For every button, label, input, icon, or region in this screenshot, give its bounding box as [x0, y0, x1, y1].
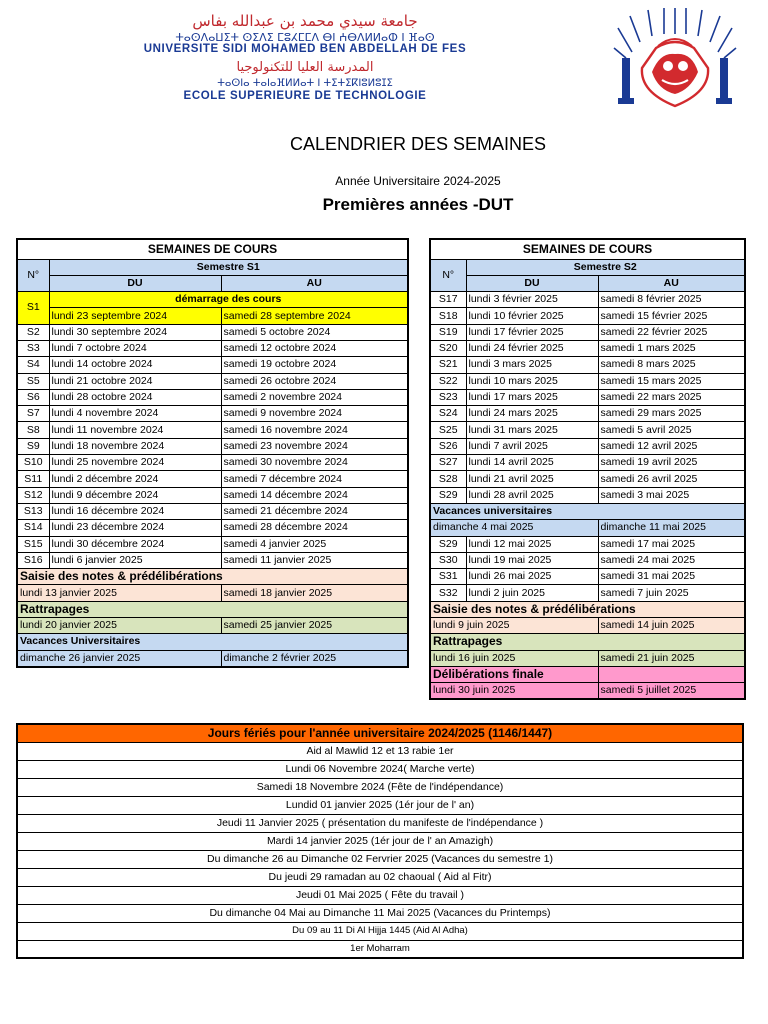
table-row	[430, 536, 745, 552]
week-number: S22	[430, 373, 466, 389]
table-row	[430, 357, 745, 373]
table-row	[17, 389, 408, 405]
table-row	[430, 422, 745, 438]
week-start: lundi 16 décembre 2024	[49, 503, 221, 519]
saisie-label: Saisie des notes & prédélibérations	[430, 601, 745, 617]
week-number: S28	[430, 471, 466, 487]
week-start: lundi 3 mars 2025	[466, 357, 598, 373]
table-row	[17, 487, 408, 503]
table-title-row	[430, 239, 745, 259]
holiday-row	[17, 922, 743, 940]
table-row	[430, 373, 745, 389]
week-start: lundi 18 novembre 2024	[49, 438, 221, 454]
table-title-row	[17, 239, 408, 259]
week-end: samedi 30 novembre 2024	[221, 455, 408, 471]
week-start: lundi 7 octobre 2024	[49, 340, 221, 356]
table-row	[430, 520, 745, 536]
week-number: S12	[17, 487, 49, 503]
section-row	[17, 569, 408, 585]
vacances-label: Vacances universitaires	[430, 503, 745, 519]
week-number: S1	[17, 292, 49, 325]
week-start: lundi 24 février 2025	[466, 340, 598, 356]
semester-2-table	[429, 238, 746, 700]
week-end: samedi 7 juin 2025	[598, 585, 745, 601]
school-name: ECOLE SUPÉRIEURE DE TECHNOLOGIE	[183, 90, 427, 102]
week-end: samedi 15 mars 2025	[598, 373, 745, 389]
table-row	[430, 585, 745, 601]
week-number: S10	[17, 455, 49, 471]
week-end: samedi 28 décembre 2024	[221, 520, 408, 536]
week-end: samedi 17 mai 2025	[598, 536, 745, 552]
table-row	[17, 422, 408, 438]
table-row	[17, 275, 408, 291]
table-row	[17, 503, 408, 519]
table-row	[17, 406, 408, 422]
week-start: lundi 11 novembre 2024	[49, 422, 221, 438]
holidays-title: Jours fériés pour l'année universitaire 2024/2025 (1146/1447)	[17, 724, 743, 742]
week-end: samedi 14 décembre 2024	[221, 487, 408, 503]
deliberations-end: samedi 5 juillet 2025	[598, 683, 745, 700]
table-row	[17, 455, 408, 471]
table-row	[430, 569, 745, 585]
week-number: S30	[430, 552, 466, 568]
holiday-row	[17, 850, 743, 868]
table-row	[430, 292, 745, 308]
table-row	[17, 259, 408, 275]
week-end: samedi 12 avril 2025	[598, 438, 745, 454]
university-name-arabic: جامعة سيدي محمد بن عبدالله بفاس	[192, 12, 418, 30]
week-number: S24	[430, 406, 466, 422]
week-end: samedi 3 mai 2025	[598, 487, 745, 503]
column-header-number: N°	[430, 259, 466, 292]
table-row	[430, 340, 745, 356]
week-number: S32	[430, 585, 466, 601]
week-number: S17	[430, 292, 466, 308]
week-end: samedi 22 mars 2025	[598, 389, 745, 405]
week-number: S2	[17, 324, 49, 340]
table-row	[430, 308, 745, 324]
table-row	[17, 438, 408, 454]
week-number: S29	[430, 487, 466, 503]
week-end: samedi 2 novembre 2024	[221, 389, 408, 405]
week-start: lundi 6 janvier 2025	[49, 552, 221, 568]
week-end: samedi 22 février 2025	[598, 324, 745, 340]
vacances-start: dimanche 4 mai 2025	[430, 520, 598, 536]
section-row	[430, 503, 745, 519]
week-start: lundi 26 mai 2025	[466, 569, 598, 585]
holiday-row	[17, 778, 743, 796]
week-number: S8	[17, 422, 49, 438]
university-name: UNIVERSITÉ SIDI MOHAMED BEN ABDELLAH DE FES	[143, 43, 467, 55]
week-end: samedi 24 mai 2025	[598, 552, 745, 568]
week-end: samedi 19 avril 2025	[598, 455, 745, 471]
deliberations-start: lundi 30 juin 2025	[430, 683, 598, 700]
week-number: S16	[17, 552, 49, 568]
section-row	[430, 634, 745, 650]
program-level: Premières années -DUT	[322, 195, 514, 214]
holiday-row	[17, 940, 743, 958]
table-row	[17, 650, 408, 667]
section-row	[17, 601, 408, 617]
week-number: S31	[430, 569, 466, 585]
week-end: samedi 31 mai 2025	[598, 569, 745, 585]
week-end: samedi 15 février 2025	[598, 308, 745, 324]
week-start: lundi 23 septembre 2024	[49, 308, 221, 324]
week-start: lundi 19 mai 2025	[466, 552, 598, 568]
week-number: S3	[17, 340, 49, 356]
table-row	[430, 389, 745, 405]
week-start: lundi 7 avril 2025	[466, 438, 598, 454]
deliberations-label: Délibérations finale	[430, 666, 598, 682]
week-start: lundi 9 décembre 2024	[49, 487, 221, 503]
rattrapages-end: samedi 25 janvier 2025	[221, 618, 408, 634]
holiday-item: 1er Moharram	[17, 940, 743, 958]
table-row	[430, 406, 745, 422]
table-row	[430, 438, 745, 454]
week-number: S13	[17, 503, 49, 519]
week-start: lundi 2 juin 2025	[466, 585, 598, 601]
school-name-tifinagh: ⵜⴰⵙⵏⴰ ⵜⴰⵏⴰⴼⵍⵍⴰⵜ ⵏ ⵜⵉⵜⵉⴽⵏⵓⵍⵓⵊⵉ	[217, 78, 393, 89]
week-start: lundi 2 décembre 2024	[49, 471, 221, 487]
week-number: S18	[430, 308, 466, 324]
week-end: samedi 12 octobre 2024	[221, 340, 408, 356]
column-header-du: DU	[49, 275, 221, 291]
table-row	[17, 536, 408, 552]
week-number: S9	[17, 438, 49, 454]
week-end: samedi 29 mars 2025	[598, 406, 745, 422]
week-end: samedi 26 avril 2025	[598, 471, 745, 487]
table-row	[17, 292, 408, 308]
table-row	[17, 357, 408, 373]
rattrapages-end: samedi 21 juin 2025	[598, 650, 745, 666]
week-number: S25	[430, 422, 466, 438]
section-row	[17, 634, 408, 650]
vacances-label: Vacances Universitaires	[17, 634, 408, 650]
table-row	[430, 618, 745, 634]
section-row	[430, 666, 745, 682]
table-row	[430, 650, 745, 666]
week-start: lundi 28 octobre 2024	[49, 389, 221, 405]
holiday-row	[17, 886, 743, 904]
holiday-row	[17, 832, 743, 850]
week-start: lundi 28 avril 2025	[466, 487, 598, 503]
table-row	[17, 308, 408, 324]
week-end: samedi 9 novembre 2024	[221, 406, 408, 422]
holiday-item: Mardi 14 janvier 2025 (1ér jour de l' an Amazigh)	[17, 832, 743, 850]
column-header-au: AU	[221, 275, 408, 291]
week-start: lundi 25 novembre 2024	[49, 455, 221, 471]
holiday-row	[17, 904, 743, 922]
section-row	[430, 601, 745, 617]
column-header-au: AU	[598, 275, 745, 291]
week-end: samedi 19 octobre 2024	[221, 357, 408, 373]
table-row	[17, 471, 408, 487]
column-header-number: N°	[17, 259, 49, 292]
week-start: lundi 4 novembre 2024	[49, 406, 221, 422]
saisie-end: samedi 14 juin 2025	[598, 618, 745, 634]
vacances-start: dimanche 26 janvier 2025	[17, 650, 221, 667]
week-start: lundi 10 février 2025	[466, 308, 598, 324]
holiday-row	[17, 742, 743, 760]
table-row	[430, 487, 745, 503]
table-row	[430, 259, 745, 275]
holiday-row	[17, 796, 743, 814]
saisie-end: samedi 18 janvier 2025	[221, 585, 408, 601]
week-start: lundi 23 décembre 2024	[49, 520, 221, 536]
saisie-label: Saisie des notes & prédélibérations	[17, 569, 408, 585]
semester-label: Semestre S1	[49, 259, 408, 275]
week-end: samedi 8 février 2025	[598, 292, 745, 308]
week-number: S19	[430, 324, 466, 340]
week-end: samedi 7 décembre 2024	[221, 471, 408, 487]
school-name-arabic: المدرسة العليا للتكنولوجيا	[236, 60, 374, 75]
table-row	[17, 618, 408, 634]
academic-year: Année Universitaire 2024-2025	[335, 174, 501, 188]
table-title: SEMAINES DE COURS	[17, 239, 408, 259]
week-end: samedi 11 janvier 2025	[221, 552, 408, 568]
holidays-title-row	[17, 724, 743, 742]
holiday-item: Du jeudi 29 ramadan au 02 chaoual ( Aid al Fitr)	[17, 868, 743, 886]
week-start: lundi 10 mars 2025	[466, 373, 598, 389]
week-start: lundi 17 février 2025	[466, 324, 598, 340]
week-end: samedi 1 mars 2025	[598, 340, 745, 356]
week-start: lundi 21 avril 2025	[466, 471, 598, 487]
week-number: S11	[17, 471, 49, 487]
university-name-tifinagh: ⵜⴰⵙⴷⴰⵡⵉⵜ ⵙⵉⴷⵉ ⵎⵓⵃⵎⵎⴷ ⴱⵏ ⵄⴱⴷⵍⵍⴰⵀ ⵏ ⴼⴰⵙ	[175, 31, 435, 44]
semester-label: Semestre S2	[466, 259, 745, 275]
rattrapages-start: lundi 16 juin 2025	[430, 650, 598, 666]
table-row	[17, 585, 408, 601]
rattrapages-label: Rattrapages	[430, 634, 745, 650]
week-start: lundi 17 mars 2025	[466, 389, 598, 405]
holiday-item: Jeudi 11 Janvier 2025 ( présentation du manifeste de l'indépendance )	[17, 814, 743, 832]
week-end: samedi 16 novembre 2024	[221, 422, 408, 438]
week-start: lundi 14 avril 2025	[466, 455, 598, 471]
week-end: samedi 28 septembre 2024	[221, 308, 408, 324]
week-start: lundi 30 décembre 2024	[49, 536, 221, 552]
holiday-row	[17, 760, 743, 778]
table-row	[430, 275, 745, 291]
week-number: S4	[17, 357, 49, 373]
table-row	[430, 471, 745, 487]
vacances-end: dimanche 2 février 2025	[221, 650, 408, 667]
column-header-du: DU	[466, 275, 598, 291]
week-start: lundi 14 octobre 2024	[49, 357, 221, 373]
table-row	[17, 520, 408, 536]
table-row	[17, 552, 408, 568]
saisie-start: lundi 13 janvier 2025	[17, 585, 221, 601]
holiday-item: Du dimanche 26 au Dimanche 02 Fervrier 2025 (Vacances du semestre 1)	[17, 850, 743, 868]
week-number: S20	[430, 340, 466, 356]
holiday-item: Du 09 au 11 Di Al Hijja 1445 (Aid Al Adha)	[17, 922, 743, 940]
deliberations-blank	[598, 666, 745, 682]
week-end: samedi 21 décembre 2024	[221, 503, 408, 519]
week-number: S14	[17, 520, 49, 536]
holiday-row	[17, 868, 743, 886]
table-row	[17, 324, 408, 340]
week-start: lundi 30 septembre 2024	[49, 324, 221, 340]
holidays-table	[16, 723, 744, 959]
week-number: S26	[430, 438, 466, 454]
week-end: samedi 4 janvier 2025	[221, 536, 408, 552]
page-title: CALENDRIER DES SEMAINES	[289, 134, 547, 154]
holiday-item: Jeudi 01 Mai 2025 ( Fête du travail )	[17, 886, 743, 904]
letterhead	[0, 0, 768, 120]
holiday-item: Lundi 06 Novembre 2024( Marche verte)	[17, 760, 743, 778]
week-number: S27	[430, 455, 466, 471]
start-note: démarrage des cours	[49, 292, 408, 308]
week-end: samedi 5 octobre 2024	[221, 324, 408, 340]
table-row	[430, 552, 745, 568]
rattrapages-label: Rattrapages	[17, 601, 408, 617]
holiday-row	[17, 814, 743, 832]
week-number: S5	[17, 373, 49, 389]
table-row	[430, 324, 745, 340]
week-end: samedi 23 novembre 2024	[221, 438, 408, 454]
table-title: SEMAINES DE COURS	[430, 239, 745, 259]
week-start: lundi 3 février 2025	[466, 292, 598, 308]
holiday-item: Du dimanche 04 Mai au Dimanche 11 Mai 2025 (Vacances du Printemps)	[17, 904, 743, 922]
week-number: S21	[430, 357, 466, 373]
week-start: lundi 31 mars 2025	[466, 422, 598, 438]
week-end: samedi 26 octobre 2024	[221, 373, 408, 389]
table-row	[430, 455, 745, 471]
semester-1-table	[16, 238, 409, 668]
week-end: samedi 5 avril 2025	[598, 422, 745, 438]
holiday-item: Samedi 18 Novembre 2024 (Fête de l'indépendance)	[17, 778, 743, 796]
week-number: S15	[17, 536, 49, 552]
holiday-item: Lundid 01 janvier 2025 (1ér jour de l' an)	[17, 796, 743, 814]
week-number: S23	[430, 389, 466, 405]
saisie-start: lundi 9 juin 2025	[430, 618, 598, 634]
week-number: S29	[430, 536, 466, 552]
vacances-end: dimanche 11 mai 2025	[598, 520, 745, 536]
week-start: lundi 21 octobre 2024	[49, 373, 221, 389]
table-row	[17, 340, 408, 356]
rattrapages-start: lundi 20 janvier 2025	[17, 618, 221, 634]
week-number: S7	[17, 406, 49, 422]
table-row	[430, 683, 745, 700]
holiday-item: Aid al Mawlid 12 et 13 rabie 1er	[17, 742, 743, 760]
week-start: lundi 12 mai 2025	[466, 536, 598, 552]
week-number: S6	[17, 389, 49, 405]
table-row	[17, 373, 408, 389]
week-end: samedi 8 mars 2025	[598, 357, 745, 373]
week-start: lundi 24 mars 2025	[466, 406, 598, 422]
university-logo-icon	[612, 8, 738, 112]
